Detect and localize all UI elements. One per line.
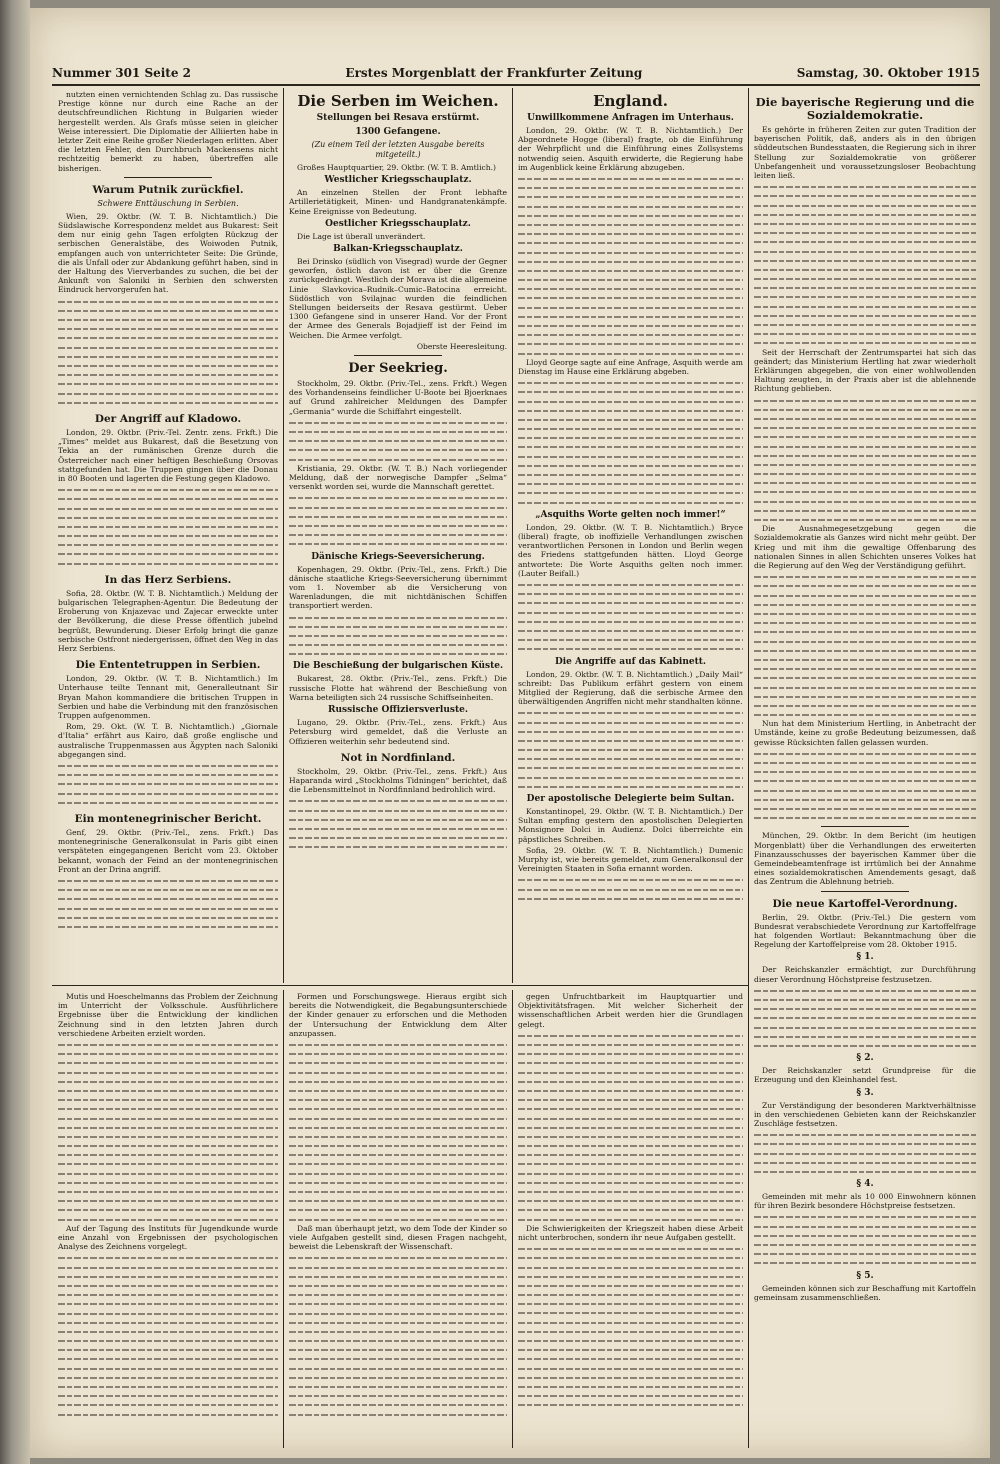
subheadline: 1300 Gefangene. [355,127,441,137]
article-text: Wien, 29. Oktbr. (W. T. B. Nichtamtlich.) Die Südslawische Korrespondenz meldet aus Bukarest: Seit dem nur einig gehn Tagen erfolgten Rückzug der serbischen Generalstäbe, des Woiwoden Putnik, empfangen auch von unterrichteter Seite: Die Gründe, die als Unfall oder zur Abdankung geführt haben, sind in der Haltung des Vierverbandes zu suchen, die bei der Ankunft von Saloniki in Serbien den schwersten Eindruck hervorgerufen hat. [58,211,278,295]
article-text-continued [58,1040,278,1224]
article-text: Berlin, 29. Oktbr. (Priv.-Tel.) Die gestern vom Bundesrat verabschiedete Verordnung zur Kartoffelfrage hat folgenden Wortlaut: Bekanntmachung über die Regelung der Kartoffelpreise vom 28. Oktober 1915. [754,912,976,950]
section-heading: Der apostolische Delegierte beim Sultan. [526,794,735,805]
signature: Oberste Heeresleitung. [416,341,507,351]
article-text: Sofia, 29. Oktbr. (W. T. B. Nichtamtlich.) Dumenic Murphy ist, wie bereits gemeldet, zum Generalkonsul der Vereinigten Staaten in Sofia ernannt worden. [518,845,743,874]
article-text: London, 29. Oktbr. (Priv.-Tel. Zentr. zens. Frkft.) Die „Times“ meldet aus Bukarest, daß die Besetzung von Tekia an der rumänischen Grenze durch die Österreicher nach einer heftigen Beschießung Orsovas stattgefunden hat. Die Truppen gingen über die Donau in 80 Booten und lagerten die Festung gegen Kladowo. [58,427,278,483]
separator [354,355,441,356]
headline: Warum Putnik zurückfiel. [92,183,244,196]
article-text: London, 29. Oktbr. (W. T. B. Nichtamtlich.) „Daily Mail“ schreibt: Das Publikum erfährt gestern von einem Mitglied der Regierung, daß die serbische Armee den überwältigenden Angriffen nicht mehr standhalten könne. [518,669,743,707]
paragraph-number: § 2. [856,1053,874,1064]
article-text-continued [754,182,976,347]
article-text: Lugano, 29. Oktbr. (Priv.-Tel., zens. Frkft.) Aus Petersburg wird gemeldet, daß die Verluste an Offizieren weiterhin sehr bedeutend sind. [289,718,507,746]
article-text-continued [289,613,507,659]
paragraph-number: § 3. [856,1087,874,1098]
article-text-continued [289,1040,507,1224]
article-text-continued [58,297,278,407]
masthead [52,62,980,86]
article-text-continued [289,418,507,464]
subheadline: Stellungen bei Resava erstürmt. [316,113,480,123]
headline: Der Seekrieg. [348,361,448,377]
article-text-continued [289,1253,507,1418]
article-text: London, 29. Oktbr. (W. T. B. Nichtamtlich.) Der Abgeordnete Hogge (liberal) fragte, ob die Einführung der Wehrpflicht und die Einführung eines Zollsystems notwendig seien. Asquith erwiderte, die Regierung habe im Augenblick keine Erklärung abzugeben. [518,126,743,172]
article-text: Stockholm, 29. Oktbr. (Priv.-Tel., zens. Frkft.) Wegen des Vorhandenseins feindlicher U-Boote bei Bjoerknaes auf Grund zahlreicher Meldungen des Dampfer „Germania“ wurde die Schiffahrt eingestellt. [289,379,507,416]
article-text: Bei Drinsko (südlich von Visegrad) wurde der Gegner geworfen, östlich davon ist er über die Grenze zurückgedrängt. Westlich der Morava ist die allgemeine Linie Slavkovica–Rudnik–Cumic–Batocina erreicht. Südöstlich von Svilajnac wurden die feindlichen Stellungen beiderseits der Resava gestürmt. Ueber 1300 Gefangene sind in unserer Hand. Vor der Front der Armee des Generals Bojadjieff ist der Feind im Weichen. Die Armee verfolgt. [289,257,507,340]
feuilleton-column-3 [518,992,743,1446]
column-1 [58,90,278,982]
article-text-continued [58,761,278,807]
headline: Die Ententetruppen in Serbien. [75,659,261,672]
article-text: Der Reichskanzler ermächtigt, zur Durchführung dieser Verordnung Höchstpreise festzusetzen. [754,965,976,984]
paragraph-number: § 5. [856,1270,874,1281]
column-2 [289,90,507,982]
article-text: Lloyd George sagte auf eine Anfrage, Asquith werde am Dienstag im Hause eine Erklärung abgeben. [518,357,743,376]
separator [821,891,910,892]
article-text: Die Schwierigkeiten der Kriegszeit haben diese Arbeit nicht unterbrochen, sondern ihr neue Aufgaben gestellt. [518,1223,743,1242]
article-text-continued [754,749,976,823]
column-4 [754,90,976,1446]
article-text: An einzelnen Stellen der Front lebhafte Artillerietätigkeit, Minen- und Handgranatenkämpfe. Keine Ereignisse von Bedeutung. [289,188,507,216]
feuilleton-rule [52,985,748,986]
article-text-continued [518,708,743,791]
article-text: Gemeinden können sich zur Beschaffung mit Kartoffeln gemeinsam zusammenschließen. [754,1283,976,1302]
article-text-continued [754,396,976,525]
section-heading: Die Beschießung der bulgarischen Küste. [292,661,504,672]
dateline: Großes Hauptquartier, 29. Oktbr. (W. T. B. Amtlich.) [297,163,497,172]
article-text: Gemeinden mit mehr als 10 000 Einwohnern können für ihren Bezirk besondere Höchstpreise festsetzen. [754,1192,976,1211]
article-text-continued [518,1031,743,1224]
section-heading: „Asquiths Worte gelten noch immer!“ [535,509,726,520]
article-text-continued [518,875,743,903]
headline: Not in Nordfinland. [340,751,456,764]
column-rule [748,88,749,1448]
article-text: Mutis und Hoeschelmanns das Problem der Zeichnung im Unterricht der Volksschule. Ausführlichere Ergebnisse über die Entwicklung der kindlichen Zeichnung sind in den letzten Jahren durch verschiedene Arbeiten erzielt worden. [58,992,278,1038]
issue-date: Samstag, 30. Oktober 1915 [796,66,980,80]
article-text-continued [58,876,278,931]
article-text: nutzten einen vernichtenden Schlag zu. Das russische Prestige könne nur durch eine Rache an der deutschfreundlichen Richtung in Bulgarien wieder hergestellt werden. Als Grafs müsse seien in gleicher Weise interessiert. Die Diplomatie der Alliierten habe in letzter Zeit eine Reihe großer Niederlagen erlitten. Aber die letzten Fehler, den Durchbruch Mackensens nicht rechtzeitig bemerkt zu haben, übertreffen alle bisherigen. [58,90,278,173]
article-text-continued [754,1212,976,1267]
article-text: Formen und Forschungswege. Hieraus ergibt sich bereits die Notwendigkeit, die Begabungsunterschiede der Kinder genauer zu erforschen und die Methoden der Untersuchung der Entwicklung dem Alter anzupassen. [289,992,507,1038]
subheadline: Schwere Enttäuschung in Serbien. [97,198,239,208]
section-heading: Balkan-Kriegsschauplatz. [333,244,463,255]
paragraph-number: § 1. [856,952,874,963]
headline: England. [593,92,668,110]
article-text: Konstantinopel, 29. Oktbr. (W. T. B. Nichtamtlich.) Der Sultan empfing gestern den apostolischen Delegierten Monsignore Dolci in Audienz. Dolci überreichte ein päpstliches Schreiben. [518,807,743,844]
article-text: Sofia, 28. Oktbr. (W. T. B. Nichtamtlich.) Meldung der bulgarischen Telegraphen-Agentur. Die Bedeutung der Eroberung von Knjazevac und Zajecar erweckte unter der Bevölkerung, die diese Presse öffentlich jubelnd begrüßt, Bewunderung. Dieser Erfolg bringt die ganze serbische Ostfront niedergerissen, öffnet den Weg in das Herz Serbiens. [58,588,278,654]
dateline: München, 29. Oktbr. In dem Bericht (im heutigen Morgenblatt) über die Verhandlungen des erweiterten Finanzausschusses der bayerischen Kammer über die Gemeindebeamtenfrage ist irrtümlich bei der Annahme eines sozialdemokratischen Amendements gesagt, daß das Zentrum die Ablehnung betrieb. [754,831,976,887]
headline: Die neue Kartoffel-Verordnung. [772,897,958,910]
article-text-continued [58,485,278,568]
article-text-continued [518,580,743,654]
headline: Die Serben im Weichen. [297,92,499,110]
column-rule [283,990,284,1448]
article-text: London, 29. Oktbr. (W. T. B. Nichtamtlich.) Im Unterhause teilte Tennant mit, Generalleutnant Sir Bryan Mahon kommandiere die britischen Truppen in Serbien und habe die Verbindung mit den französischen Truppen aufgenommen. [58,674,278,721]
article-text: Bukarest, 28. Oktbr. (Priv.-Tel., zens. Frkft.) Die russische Flotte hat während der Beschießung von Warna beteiligten sich 24 russische Schiffseinheiten. [289,674,507,702]
article-text: Kristiania, 29. Oktbr. (W. T. B.) Nach vorliegender Meldung, daß der norwegische Dampfer „Selma“ versenkt worden sei, wurde die Mannschaft gerettet. [289,463,507,492]
issue-number: Nummer 301 Seite 2 [52,66,192,80]
article-text-continued [518,174,743,358]
newspaper-title: Erstes Morgenblatt der Frankfurter Zeitung [345,66,643,80]
section-heading: Westlicher Kriegsschauplatz. [324,175,472,186]
article-text-continued [754,1130,976,1176]
article-text-continued [754,572,976,719]
headline: Der Angriff auf Kladowo. [94,412,242,425]
article-text-continued [518,378,743,507]
article-text: Nun hat dem Ministerium Hertling, in Anbetracht der Umstände, keine zu große Bedeutung beizumessen, daß gewisse Rücksichten fallen gelassen wurden. [754,719,976,747]
section-heading: Dänische Kriegs-Seeversicherung. [311,551,485,562]
separator [821,826,910,827]
article-text: Daß man überhaupt jetzt, wo dem Tode der Kinder so viele Aufgaben gestellt sind, diesen Fragen nachgeht, beweist die Lebenskraft der Wissenschaft. [289,1223,507,1252]
column-3 [518,90,743,982]
paragraph-number: § 4. [856,1179,874,1190]
article-text: Rom, 29. Okt. (W. T. B. Nichtamtlich.) „Giornale d'Italia“ erfährt aus Kairo, daß große englische und australische Truppenmassen aus Ägypten nach Saloniki abgegangen sind. [58,722,278,759]
subheadline: Unwillkommene Anfragen im Unterhaus. [527,113,734,123]
article-text-continued [289,796,507,851]
article-text-continued [518,1244,743,1409]
article-text: Der Reichskanzler setzt Grundpreise für die Erzeugung und den Kleinhandel fest. [754,1066,976,1085]
column-rule [512,88,513,983]
column-rule [512,990,513,1448]
article-text-continued [289,493,507,548]
column-rule [283,88,284,983]
feuilleton-column-1 [58,992,278,1446]
article-text: Auf der Tagung des Instituts für Jugendkunde wurde eine Anzahl von Ergebnissen der psychologischen Analyse des Zeichnens vorgelegt. [58,1223,278,1252]
article-text: Genf, 29. Oktbr. (Priv.-Tel., zens. Frkft.) Das montenegrinische Generalkonsulat in Paris gibt einen verspäteten eingegangenen Bericht vom 23. Oktober bekannt, wonach der Feind an der montenegrinischen Front an der Drina angriff. [58,828,278,874]
feuilleton-column-2 [289,992,507,1446]
article-text: Kopenhagen, 29. Oktbr. (Priv.-Tel., zens. Frkft.) Die dänische staatliche Kriegs-Seeversicherung übernimmt vom 1. November ab die Versicherung von Warenladungen, die mit nichtdänischen Schiffen transportiert werden. [289,564,507,611]
article-text: gegen Unfruchtbarkeit im Hauptquartier und Objektivitätsfragen. Mit welcher Sicherheit der wissenschaftlichen Arbeit werden hier die Grundlagen gelegt. [518,992,743,1029]
article-text: Es gehörte in früheren Zeiten zur guten Tradition der bayerischen Politik, daß, anders als in den übrigen süddeutschen Bundesstaaten, die Regierung sich in ihrer Stellung zur Sozialdemokratie von größerer Unbefangenheit und voraussetzungsloser Beobachtung leiten ließ. [754,125,976,181]
headline: In das Herz Serbiens. [104,573,232,586]
section-heading: Russische Offiziersverluste. [328,705,468,716]
headline: Die bayerische Regierung und die Sozialdemokratie. [755,95,975,122]
article-text: Die Ausnahmegesetzgebung gegen die Sozialdemokratie als Ganzes wird nicht mehr geübt. Der Krieg und mit ihm die gewaltige Offenbarung des nationalen Sinnes in allen Schichten unseres Volkes hat die Regierung auf den Weg der Verständigung geführt. [754,524,976,571]
article-text: Stockholm, 29. Oktbr. (Priv.-Tel., zens. Frkft.) Aus Haparanda wird „Stockholms Tidningen“ berichtet, daß die Lebensmittelnot in Nordfinnland bedrohlich wird. [289,766,507,795]
headline: Ein montenegrinischer Bericht. [74,813,262,825]
book-spine [0,0,30,1464]
article-text: Die Lage ist überall unverändert. [297,231,426,241]
article-text: London, 29. Oktbr. (W. T. B. Nichtamtlich.) Bryce (liberal) fragte, ob inoffizielle Verhandlungen zwischen verantwortlichen Personen in London und Berlin wegen des Friedens stattgefunden hätten. Lloyd George antwortete: Die Worte Asquiths gelten noch immer. (Lauter Beifall.) [518,522,743,578]
article-text-continued [58,1253,278,1418]
article-text-continued [754,986,976,1050]
section-heading: Die Angriffe auf das Kabinett. [554,656,707,667]
article-text: Seit der Herrschaft der Zentrumspartei hat sich das geändert; das Ministerium Hertling hat zwar wiederholt Erklärungen abgegeben, die von einer wohlwollenden Haltung zeugten, in der Praxis aber ist die ablehnende Richtung geblieben. [754,347,976,394]
article-text: Zur Verständigung der besonderen Marktverhältnisse in den verschiedenen Gebieten kann der Reichskanzler Zuschläge festsetzen. [754,1100,976,1128]
separator [124,177,212,178]
section-heading: Oestlicher Kriegsschauplatz. [325,218,471,229]
editor-note: (Zu einem Teil der letzten Ausgabe bereits mitgeteilt.) [311,140,485,159]
